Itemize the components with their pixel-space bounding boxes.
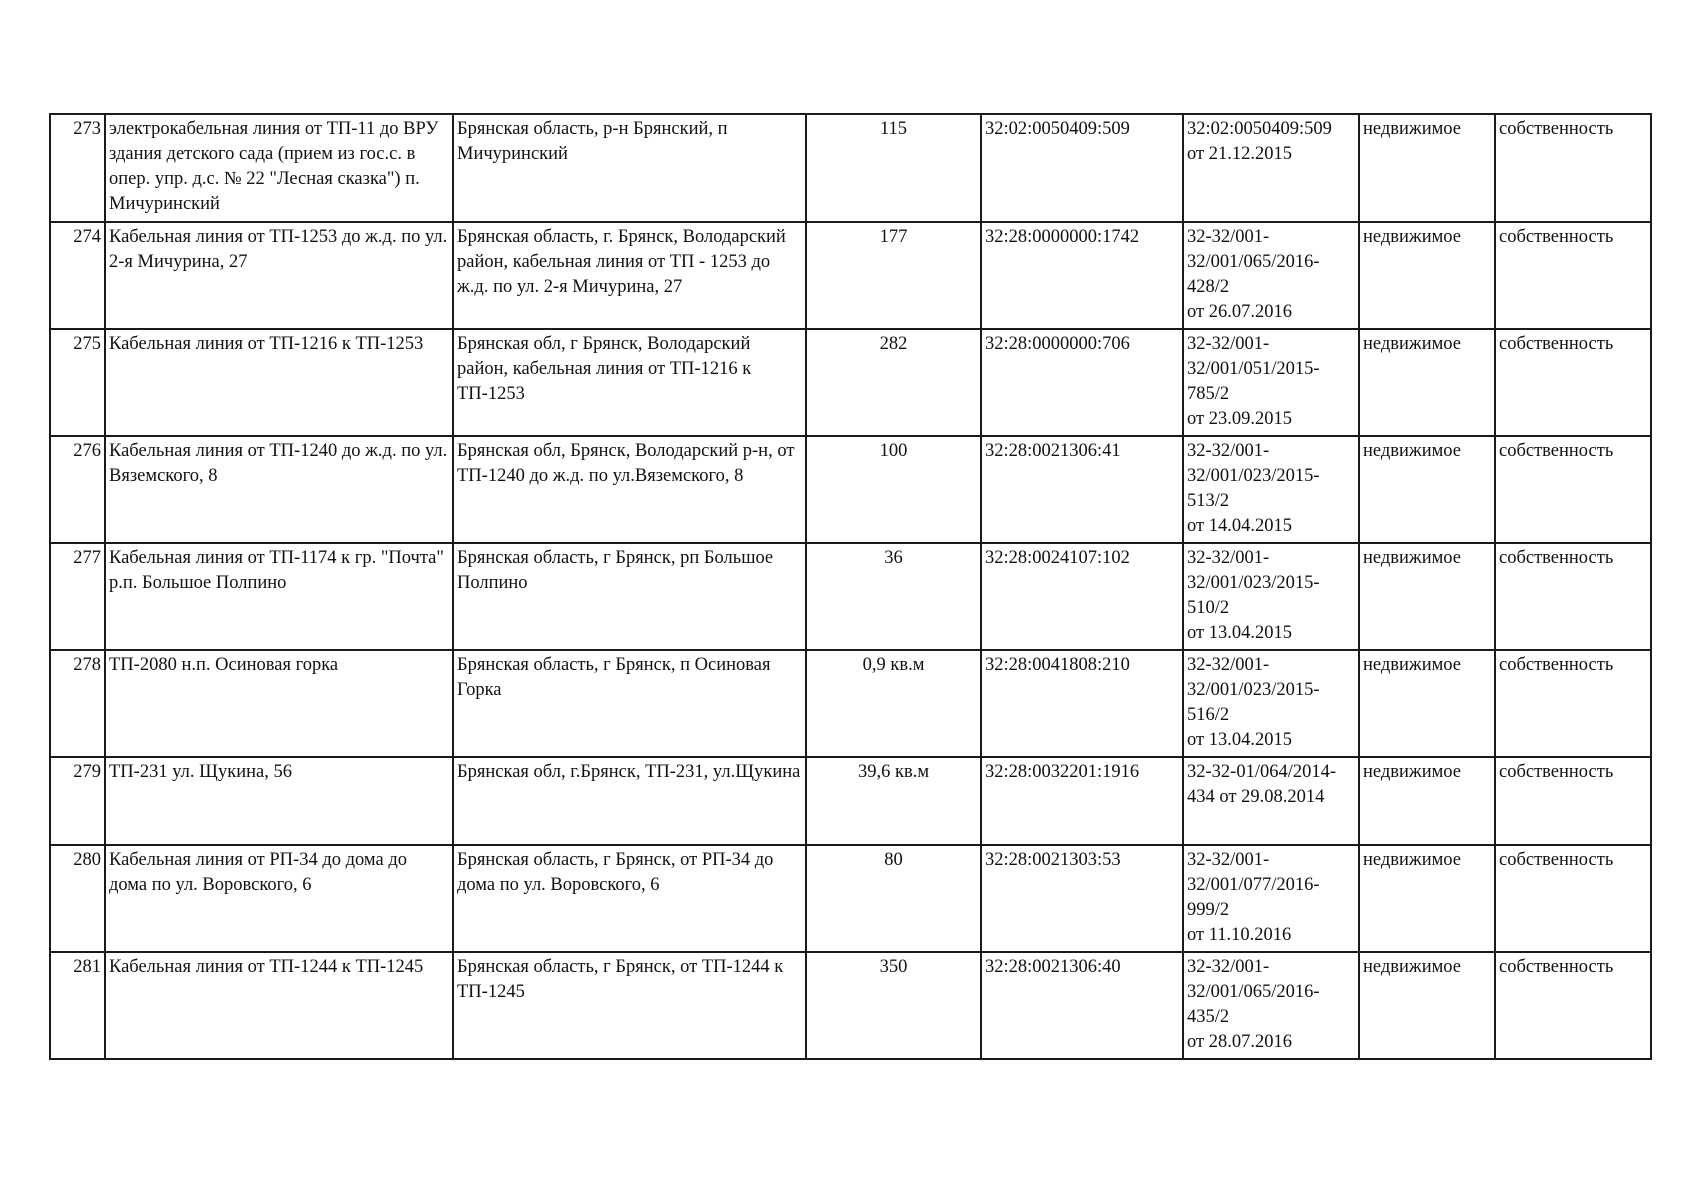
table-row: [50, 222, 1651, 329]
registration-record: [1183, 114, 1359, 222]
registry-page: [49, 113, 1650, 1060]
registration-line: 32/001/065/2016-: [1187, 982, 1320, 1002]
cadastral-number: 32:28:0021306:40: [981, 952, 1183, 1059]
object-name: ТП-2080 н.п. Осиновая горка: [105, 650, 453, 757]
table-row: [50, 329, 1651, 436]
cadastral-number: 32:28:0021303:53: [981, 845, 1183, 952]
object-address: Брянская обл, г.Брянск, ТП-231, ул.Щукина: [453, 757, 806, 845]
cadastral-number: 32:02:0050409:509: [981, 114, 1183, 222]
row-number: 273: [50, 114, 105, 222]
object-length-area: 177: [806, 222, 981, 329]
registration-record: [1183, 757, 1359, 845]
row-number: 277: [50, 543, 105, 650]
object-length-area: 36: [806, 543, 981, 650]
registration-record: [1183, 952, 1359, 1059]
registration-line: 435/2: [1187, 1007, 1230, 1027]
cadastral-number: 32:28:0000000:706: [981, 329, 1183, 436]
registration-line: 32/001/023/2015-: [1187, 680, 1320, 700]
registration-line: 32-32/001-: [1187, 227, 1270, 247]
object-address: Брянская область, г. Брянск, Володарский район, кабельная линия от ТП - 1253 до ж.д. по ул. 2-я Мичурина, 27: [453, 222, 806, 329]
object-length-area: 80: [806, 845, 981, 952]
registration-line: от 14.04.2015: [1187, 516, 1292, 536]
table-row: [50, 952, 1651, 1059]
property-type: недвижимое: [1359, 952, 1495, 1059]
table-row: [50, 757, 1651, 845]
row-number: 280: [50, 845, 105, 952]
registration-line: 32:02:0050409:509: [1187, 119, 1332, 139]
registration-record: [1183, 845, 1359, 952]
registration-line: 32/001/051/2015-: [1187, 359, 1320, 379]
property-type: недвижимое: [1359, 222, 1495, 329]
registration-line: 32/001/077/2016-: [1187, 875, 1320, 895]
registration-line: 513/2: [1187, 491, 1230, 511]
row-number: 279: [50, 757, 105, 845]
right-type: собственность: [1495, 222, 1651, 329]
registration-line: 516/2: [1187, 705, 1230, 725]
registration-line: от 23.09.2015: [1187, 409, 1292, 429]
registration-line: от 13.04.2015: [1187, 730, 1292, 750]
table-row: [50, 543, 1651, 650]
object-name: Кабельная линия от ТП-1240 до ж.д. по ул. Вяземского, 8: [105, 436, 453, 543]
object-name: Кабельная линия от ТП-1244 к ТП-1245: [105, 952, 453, 1059]
registration-record: [1183, 436, 1359, 543]
right-type: собственность: [1495, 845, 1651, 952]
table-row: [50, 114, 1651, 222]
object-length-area: 350: [806, 952, 981, 1059]
right-type: собственность: [1495, 757, 1651, 845]
object-length-area: 115: [806, 114, 981, 222]
object-length-area: 0,9 кв.м: [806, 650, 981, 757]
registration-line: 32-32/001-: [1187, 441, 1270, 461]
object-length-area: 100: [806, 436, 981, 543]
row-number: 281: [50, 952, 105, 1059]
registration-record: [1183, 650, 1359, 757]
registration-line: 428/2: [1187, 277, 1230, 297]
object-name: Кабельная линия от ТП-1216 к ТП-1253: [105, 329, 453, 436]
object-name: Кабельная линия от РП-34 до дома до дома по ул. Воровского, 6: [105, 845, 453, 952]
object-name: ТП-231 ул. Щукина, 56: [105, 757, 453, 845]
registration-line: от 13.04.2015: [1187, 623, 1292, 643]
right-type: собственность: [1495, 650, 1651, 757]
registration-line: 32/001/065/2016-: [1187, 252, 1320, 272]
right-type: собственность: [1495, 329, 1651, 436]
property-type: недвижимое: [1359, 436, 1495, 543]
right-type: собственность: [1495, 114, 1651, 222]
object-name: электрокабельная линия от ТП-11 до ВРУ здания детского сада (прием из гос.с. в опер. упр. д.с. № 22 "Лесная сказка") п. Мичуринский: [105, 114, 453, 222]
registration-line: 999/2: [1187, 900, 1230, 920]
registration-line: 32/001/023/2015-: [1187, 466, 1320, 486]
row-number: 275: [50, 329, 105, 436]
registration-line: 32/001/023/2015-: [1187, 573, 1320, 593]
object-address: Брянская обл, г Брянск, Володарский район, кабельная линия от ТП-1216 к ТП-1253: [453, 329, 806, 436]
object-address: Брянская область, г Брянск, рп Большое Полпино: [453, 543, 806, 650]
object-address: Брянская область, г Брянск, от ТП-1244 к ТП-1245: [453, 952, 806, 1059]
right-type: собственность: [1495, 436, 1651, 543]
cadastral-number: 32:28:0021306:41: [981, 436, 1183, 543]
row-number: 276: [50, 436, 105, 543]
table-row: [50, 845, 1651, 952]
property-type: недвижимое: [1359, 650, 1495, 757]
cadastral-number: 32:28:0032201:1916: [981, 757, 1183, 845]
registration-line: 32-32/001-: [1187, 850, 1270, 870]
registration-line: 510/2: [1187, 598, 1230, 618]
registration-record: [1183, 329, 1359, 436]
object-name: Кабельная линия от ТП-1253 до ж.д. по ул. 2-я Мичурина, 27: [105, 222, 453, 329]
cadastral-number: 32:28:0041808:210: [981, 650, 1183, 757]
property-type: недвижимое: [1359, 329, 1495, 436]
table-row: [50, 650, 1651, 757]
property-type: недвижимое: [1359, 845, 1495, 952]
row-number: 274: [50, 222, 105, 329]
property-type: недвижимое: [1359, 757, 1495, 845]
property-registry-table: [49, 113, 1652, 1060]
right-type: собственность: [1495, 952, 1651, 1059]
table-body: [50, 114, 1651, 1059]
object-name: Кабельная линия от ТП-1174 к гр. "Почта" р.п. Большое Полпино: [105, 543, 453, 650]
registration-line: от 11.10.2016: [1187, 925, 1292, 945]
registration-line: от 26.07.2016: [1187, 302, 1292, 322]
table-row: [50, 436, 1651, 543]
row-number: 278: [50, 650, 105, 757]
object-address: Брянская обл, Брянск, Володарский р-н, от ТП-1240 до ж.д. по ул.Вяземского, 8: [453, 436, 806, 543]
object-length-area: 282: [806, 329, 981, 436]
registration-line: от 21.12.2015: [1187, 144, 1292, 164]
cadastral-number: 32:28:0024107:102: [981, 543, 1183, 650]
registration-line: 32-32/001-: [1187, 334, 1270, 354]
right-type: собственность: [1495, 543, 1651, 650]
object-address: Брянская область, г Брянск, от РП-34 до дома по ул. Воровского, 6: [453, 845, 806, 952]
registration-line: 32-32-01/064/2014-: [1187, 762, 1337, 782]
cadastral-number: 32:28:0000000:1742: [981, 222, 1183, 329]
registration-line: 32-32/001-: [1187, 655, 1270, 675]
registration-line: 785/2: [1187, 384, 1230, 404]
registration-line: от 28.07.2016: [1187, 1032, 1292, 1052]
object-length-area: 39,6 кв.м: [806, 757, 981, 845]
registration-record: [1183, 222, 1359, 329]
registration-line: 32-32/001-: [1187, 548, 1270, 568]
registration-line: 434 от 29.08.2014: [1187, 787, 1325, 807]
object-address: Брянская область, г Брянск, п Осиновая Горка: [453, 650, 806, 757]
object-address: Брянская область, р-н Брянский, п Мичуринский: [453, 114, 806, 222]
property-type: недвижимое: [1359, 114, 1495, 222]
registration-record: [1183, 543, 1359, 650]
property-type: недвижимое: [1359, 543, 1495, 650]
registration-line: 32-32/001-: [1187, 957, 1270, 977]
